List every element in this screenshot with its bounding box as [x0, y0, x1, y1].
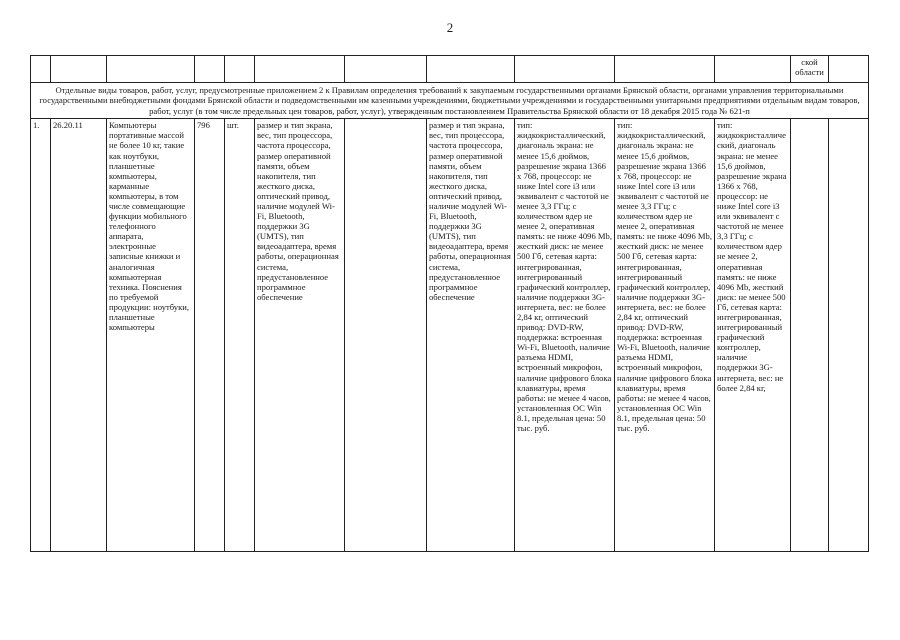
top-cell	[107, 56, 195, 83]
top-cell	[195, 56, 225, 83]
value-cell: тип: жидкокристаллический, диагональ экрана: не менее 15,6 дюймов, разрешение экрана 1366 х 768, процессор: не ниже Intel core i3 или эквивалент с частотой не менее 3,3 ГГц; с количеством ядер не менее 2, оперативная память: не ниже 4096 Mb, жесткий диск: не менее 500 Гб, сетевая карта: интегрированная, интегрированный графический контроллер, наличие поддержки 3G-интернета, вес: не более 2,84 кг,	[715, 119, 791, 552]
top-cell	[255, 56, 345, 83]
empty-cell	[791, 119, 829, 552]
top-cell-region: ской области	[791, 56, 829, 83]
characteristics-cell: размер и тип экрана, вес, тип процессора, частота процессора, размер оперативной памяти, объем накопителя, тип жесткого диска, оптический привод, наличие модулей Wi-Fi, Bluetooth, поддержки 3G (UMTS), тип видеоадаптера, время работы, операционная система, предустановленное программное обеспечение	[427, 119, 515, 552]
unit-name: шт.	[225, 119, 255, 552]
value-cell: тип: жидкокристаллический, диагональ экрана: не менее 15,6 дюймов, разрешение экрана 1366 х 768, процессор: не ниже Intel core i3 или эквивалент с частотой не менее 3,3 ГГц; с количеством ядер не менее 2, оперативная память: не ниже 4096 Mb, жесткий диск: не менее 500 Гб, сетевая карта: интегрированная, интегрированный графический контроллер, наличие поддержки 3G-интернета, вес: не более 2,84 кг, оптический привод: DVD-RW, поддержка: встроенная Wi-Fi, Bluetooth, наличие разъема HDMI, встроенный микрофон, наличие цифрового блока клавиатуры, время работы: не менее 4 часов, установленная ОС Win 8.1, предельная цена: 50 тыс. руб.	[515, 119, 615, 552]
okei-code: 796	[195, 119, 225, 552]
top-cell	[225, 56, 255, 83]
product-name: Компьютеры портативные массой не более 10 кг, такие как ноутбуки, планшетные компьютеры, карманные компьютеры, в том числе совмещающие функции мобильного телефонного аппарата, электронные записные книжки и аналогичная компьютерная техника. Пояснения по требуемой продукции: ноутбуки, планшетные компьютеры	[107, 119, 195, 552]
empty-cell	[345, 119, 427, 552]
requirements-table	[30, 55, 869, 552]
top-cell	[51, 56, 107, 83]
row-number: 1.	[31, 119, 51, 552]
value-cell: тип: жидкокристаллический, диагональ экрана: не менее 15,6 дюймов, разрешение экрана 1366 х 768, процессор: не ниже Intel core i3 или эквивалент с частотой не менее 3,3 ГГц; с количеством ядер не менее 2, оперативная память: не ниже 4096 Mb, жесткий диск: не менее 500 Гб, сетевая карта: интегрированная, интегрированный графический контроллер, наличие поддержки 3G-интернета, вес: не более 2,84 кг, оптический привод: DVD-RW, поддержка: встроенная Wi-Fi, Bluetooth, наличие разъема HDMI, встроенный микрофон, наличие цифрового блока клавиатуры, время работы: не менее 4 часов, установленная ОС Win 8.1, предельная цена: 50 тыс. руб.	[615, 119, 715, 552]
top-row	[31, 56, 869, 83]
okpd-code: 26.20.11	[51, 119, 107, 552]
top-cell	[345, 56, 427, 83]
characteristics-cell: размер и тип экрана, вес, тип процессора, частота процессора, размер оперативной памяти, объем накопителя, тип жесткого диска, оптический привод, наличие модулей Wi-Fi, Bluetooth, поддержки 3G (UMTS), тип видеоадаптера, время работы, операционная система, предустановленное программное обеспечение	[255, 119, 345, 552]
section-header: Отдельные виды товаров, работ, услуг, предусмотренные приложением 2 к Правилам определения требований к закупаемым государственными органами Брянской области, органами управления территориальными государственными внебюджетными фондами Брянской области и подведомственными им казенными учреждениями, бюджетными учреждениями и государственными унитарными предприятиями отдельным видам товаров, работ, услуг (в том числе предельных цен товаров, работ, услуг), утвержденным постановлением Правительства Брянской области от 18 декабря 2015 года № 621-п	[31, 83, 869, 119]
empty-cell	[829, 119, 869, 552]
top-cell	[615, 56, 715, 83]
top-cell	[515, 56, 615, 83]
top-cell	[829, 56, 869, 83]
page-number: 2	[446, 20, 454, 35]
table-row	[31, 119, 869, 552]
top-cell	[715, 56, 791, 83]
top-cell	[427, 56, 515, 83]
top-cell	[31, 56, 51, 83]
section-header-row	[31, 83, 869, 119]
